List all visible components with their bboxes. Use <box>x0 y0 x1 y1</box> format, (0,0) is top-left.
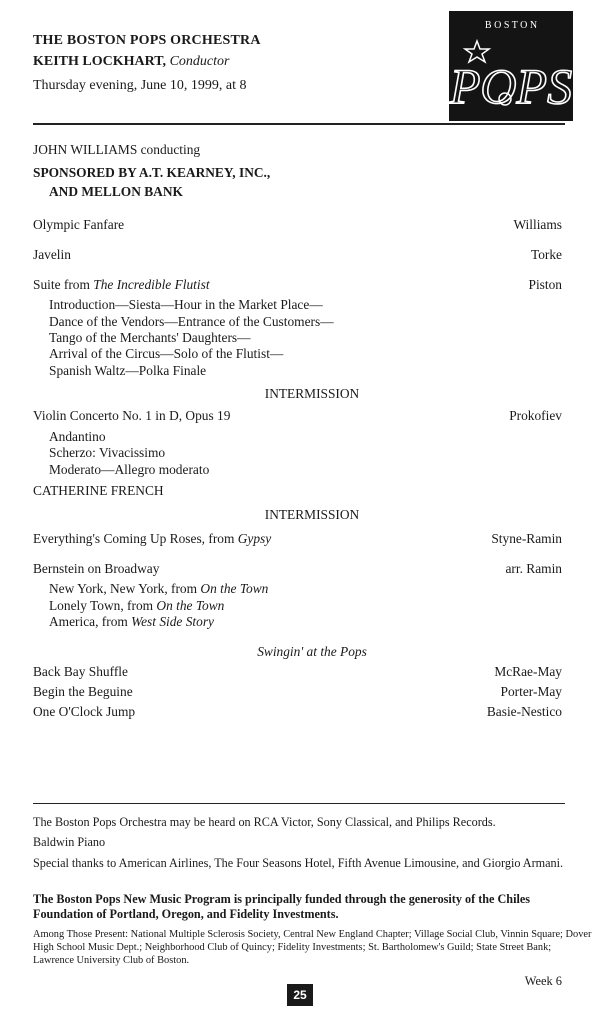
movement: Spanish Waltz—Polka Finale <box>49 363 207 378</box>
piece-title: Begin the Beguine <box>33 684 133 699</box>
movement-italic: On the Town <box>200 581 269 596</box>
movement: Dance of the Vendors—Entrance of the Customers— <box>49 314 334 329</box>
movement: Tango of the Merchants' Daughters— <box>49 330 251 345</box>
piece-title-italic: Gypsy <box>237 531 272 546</box>
records-note: The Boston Pops Orchestra may be heard on RCA Victor, Sony Classical, and Philips Records. <box>33 815 496 829</box>
boston-pops-logo <box>449 11 573 121</box>
funding-note: The Boston Pops New Music Program is principally funded through the generosity of the Chiles Foundation of Portland, Oregon, and Fidelity Investments. <box>33 892 531 921</box>
piece-title: Back Bay Shuffle <box>33 664 128 679</box>
movement-italic: West Side Story <box>131 614 214 629</box>
movement-italic: On the Town <box>156 598 225 613</box>
piece-composer: Styne-Ramin <box>491 531 562 546</box>
movement: Moderato—Allegro moderato <box>49 462 210 477</box>
intermission: INTERMISSION <box>264 386 360 401</box>
among-present: Among Those Present: National Multiple Sclerosis Society, Central New England Chapter; Village Social Club, Vinnin Square; Dover High School Music Dept.; Neighborhood Club of Quincy; Fidelity Investments; St. Bartholomew's Guild; State Street Bank; Lawrence University Club of Boston. <box>33 929 592 966</box>
movement: Andantino <box>49 429 106 444</box>
piece-composer: arr. Ramin <box>505 561 562 576</box>
piece-composer: Torke <box>530 247 562 262</box>
orchestra-name: THE BOSTON POPS ORCHESTRA <box>33 33 261 48</box>
conductor-name: KEITH LOCKHART, <box>33 54 167 69</box>
piece-composer: Piston <box>528 277 562 292</box>
movement-prefix: New York, New York, from <box>49 581 201 596</box>
logo-top-text: B O S T O N <box>484 20 538 31</box>
soloist: CATHERINE FRENCH <box>33 483 164 498</box>
piece-composer: McRae-May <box>494 664 562 679</box>
movement <box>49 614 214 630</box>
movement: Introduction—Siesta—Hour in the Market Place— <box>49 297 323 312</box>
piece-title <box>33 531 271 547</box>
conductor-role: Conductor <box>169 54 230 69</box>
piano-note: Baldwin Piano <box>33 835 106 849</box>
movement: Scherzo: Vivacissimo <box>49 445 166 460</box>
logo-main-text: POPS <box>449 58 573 114</box>
conductor-line <box>33 54 229 70</box>
movement <box>49 581 268 597</box>
piece-composer: Porter-May <box>500 684 562 699</box>
piece-title-prefix: Suite from <box>33 277 94 292</box>
sponsor-line-2: AND MELLON BANK <box>49 184 183 199</box>
concerto-composer: Prokofiev <box>509 408 562 423</box>
piece-composer: Williams <box>513 217 562 232</box>
piece-title: Olympic Fanfare <box>33 217 125 232</box>
concert-date: Thursday evening, June 10, 1999, at 8 <box>33 78 247 93</box>
movement: Arrival of the Circus—Solo of the Flutist— <box>49 346 284 361</box>
piece-title: Javelin <box>33 247 71 262</box>
page-number: 25 <box>287 984 313 1006</box>
week-label: Week 6 <box>524 974 562 988</box>
header-divider <box>33 123 565 125</box>
piece-title-italic: The Incredible Flutist <box>93 277 210 292</box>
piece-title: Bernstein on Broadway <box>33 561 160 576</box>
thanks-note: Special thanks to American Airlines, The Four Seasons Hotel, Fifth Avenue Limousine, and Giorgio Armani. <box>33 856 564 870</box>
intermission: INTERMISSION <box>264 507 360 522</box>
movement-prefix: Lonely Town, from <box>49 598 157 613</box>
footer-divider <box>33 803 565 804</box>
movement-prefix: America, from <box>49 614 132 629</box>
piece-title <box>33 277 210 293</box>
concerto-title: Violin Concerto No. 1 in D, Opus 19 <box>33 408 231 423</box>
guest-conductor: JOHN WILLIAMS conducting <box>33 142 201 157</box>
piece-composer: Basie-Nestico <box>486 704 562 719</box>
swing-heading: Swingin' at the Pops <box>257 644 367 659</box>
sponsor-line-1: SPONSORED BY A.T. KEARNEY, INC., <box>33 165 271 180</box>
piece-title: One O'Clock Jump <box>33 704 136 719</box>
piece-title-prefix: Everything's Coming Up Roses, from <box>33 531 238 546</box>
movement <box>49 598 224 614</box>
